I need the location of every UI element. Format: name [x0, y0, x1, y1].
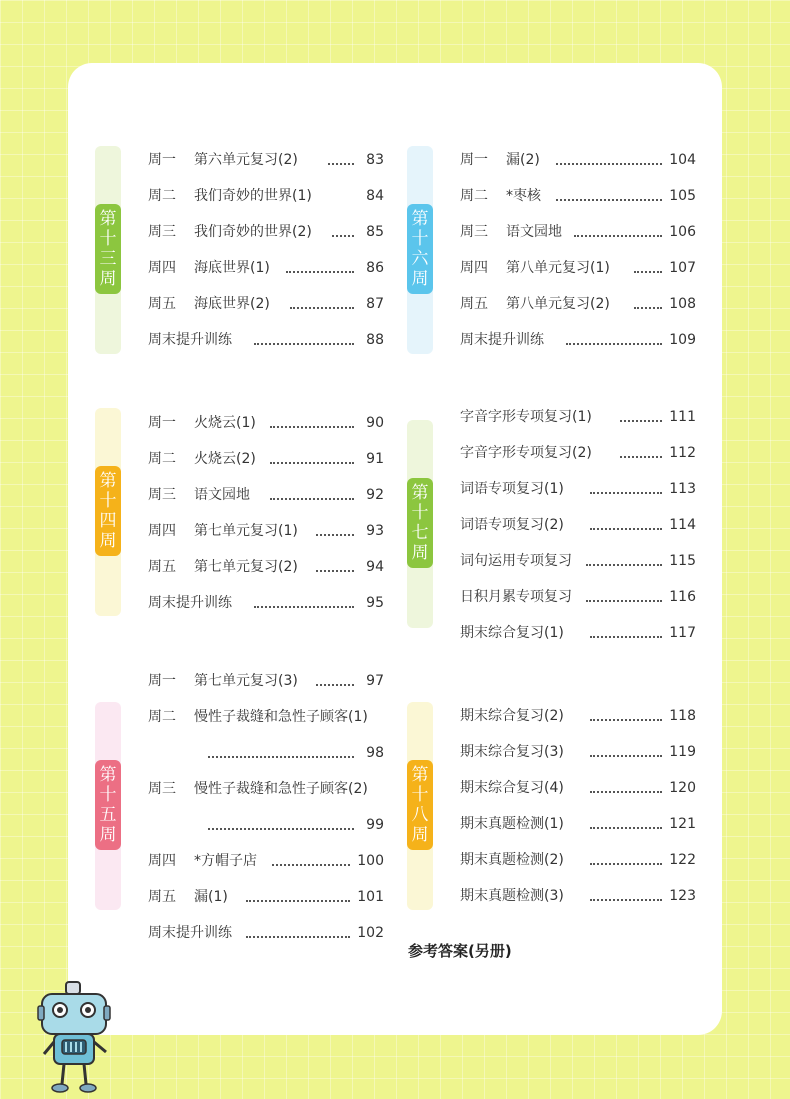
dot-leader [634, 271, 662, 273]
toc-entry[interactable] [460, 615, 696, 651]
week-18-tag-char: 第 [411, 765, 429, 785]
entry-page: 112 [669, 445, 696, 461]
entry-page: 113 [669, 481, 696, 497]
dot-leader [316, 570, 354, 572]
toc-entry[interactable] [460, 250, 696, 286]
dot-leader [574, 235, 662, 237]
dot-leader [316, 534, 354, 536]
week-17-tag-char: 七 [411, 523, 429, 543]
dot-leader [590, 755, 662, 757]
week-17-tag-char: 十 [411, 503, 429, 523]
toc-entry[interactable] [460, 806, 696, 842]
entry-page: 97 [366, 673, 384, 689]
entry-day: 周末提升训练 [148, 925, 232, 941]
dot-leader [590, 528, 662, 530]
entry-page: 86 [366, 260, 384, 276]
toc-entry[interactable] [148, 441, 384, 477]
entry-page: 95 [366, 595, 384, 611]
dot-leader [556, 163, 662, 165]
entry-day: 周一 [460, 152, 488, 168]
entry-page: 102 [357, 925, 384, 941]
entry-day: 周四 [148, 260, 176, 276]
dot-leader [332, 235, 354, 237]
dot-leader [620, 420, 662, 422]
dot-leader [586, 564, 662, 566]
toc-entry[interactable] [460, 734, 696, 770]
entry-title: 火烧云(2) [194, 451, 256, 467]
entry-day: 周四 [460, 260, 488, 276]
week-17-tag-char: 第 [411, 483, 429, 503]
entry-day: 词语专项复习(1) [460, 481, 564, 497]
entry-title: 第八单元复习(2) [506, 296, 610, 312]
toc-entry[interactable] [460, 178, 696, 214]
entry-page: 122 [669, 852, 696, 868]
entry-page: 120 [669, 780, 696, 796]
toc-entry[interactable] [148, 286, 384, 322]
entry-page: 106 [669, 224, 696, 240]
entry-page: 85 [366, 224, 384, 240]
toc-entry[interactable] [148, 843, 384, 879]
dot-leader [270, 462, 354, 464]
week-13-tag [95, 204, 121, 294]
dot-leader [590, 719, 662, 721]
toc-entry[interactable] [148, 699, 384, 735]
toc-entry[interactable] [460, 471, 696, 507]
week-14-tag-char: 十 [99, 491, 117, 511]
toc-entry[interactable] [148, 549, 384, 585]
toc-entry[interactable] [148, 585, 384, 621]
entry-page: 117 [669, 625, 696, 641]
toc-entry[interactable] [460, 214, 696, 250]
entry-day: 周三 [148, 487, 176, 503]
dot-leader [316, 684, 354, 686]
week-16-tag-char: 第 [411, 209, 429, 229]
entry-page: 88 [366, 332, 384, 348]
week-15-tag [95, 760, 121, 850]
toc-entry[interactable] [460, 579, 696, 615]
dot-leader [590, 791, 662, 793]
entry-title: 海底世界(1) [194, 260, 270, 276]
entry-day: 期末真题检测(2) [460, 852, 564, 868]
entry-day: 周三 [148, 224, 176, 240]
toc-entry[interactable] [460, 770, 696, 806]
entry-title: 第七单元复习(2) [194, 559, 298, 575]
entry-day: 期末综合复习(3) [460, 744, 564, 760]
entry-day: 周二 [148, 451, 176, 467]
week-17-tag-char: 周 [411, 543, 429, 563]
week-17-tag [407, 478, 433, 568]
entry-page: 92 [366, 487, 384, 503]
entry-day: 期末综合复习(1) [460, 625, 564, 641]
toc-entry[interactable] [460, 842, 696, 878]
toc-entry[interactable] [460, 698, 696, 734]
dot-leader [590, 492, 662, 494]
entry-page: 118 [669, 708, 696, 724]
entry-page: 115 [669, 553, 696, 569]
entry-page: 100 [357, 853, 384, 869]
entry-title: 火烧云(1) [194, 415, 256, 431]
entry-title: 慢性子裁缝和急性子顾客(2) [194, 781, 368, 797]
week-13-tag-char: 三 [99, 249, 117, 269]
entry-page: 98 [366, 745, 384, 761]
entry-title: 第七单元复习(1) [194, 523, 298, 539]
entry-page: 90 [366, 415, 384, 431]
entry-day: 周二 [148, 188, 176, 204]
entry-title: 第八单元复习(1) [506, 260, 610, 276]
entry-day: 期末真题检测(3) [460, 888, 564, 904]
dot-leader [254, 606, 354, 608]
dot-leader [270, 426, 354, 428]
entry-day: 周四 [148, 523, 176, 539]
toc-entry[interactable] [148, 405, 384, 441]
week-16-tag-char: 周 [411, 269, 429, 289]
entry-day: 周一 [148, 415, 176, 431]
dot-leader [272, 864, 350, 866]
entry-day: 周末提升训练 [148, 595, 232, 611]
entry-day: 期末综合复习(4) [460, 780, 564, 796]
week-15-tag-char: 五 [99, 805, 117, 825]
entry-page: 109 [669, 332, 696, 348]
entry-title: 第六单元复习(2) [194, 152, 298, 168]
entry-day: 周四 [148, 853, 176, 869]
entry-day: 词语专项复习(2) [460, 517, 564, 533]
entry-day: 字音字形专项复习(1) [460, 409, 592, 425]
toc-entry[interactable] [460, 435, 696, 471]
entry-title: *方帽子店 [194, 853, 257, 869]
dot-leader [590, 827, 662, 829]
entry-page: 111 [669, 409, 696, 425]
toc-entry[interactable] [148, 477, 384, 513]
toc-entry[interactable] [148, 879, 384, 915]
week-15-tag-char: 十 [99, 785, 117, 805]
toc-entry[interactable] [148, 735, 384, 771]
entry-title: 海底世界(2) [194, 296, 270, 312]
toc-entry[interactable] [460, 507, 696, 543]
toc-entry[interactable] [148, 322, 384, 358]
entry-page: 123 [669, 888, 696, 904]
dot-leader [208, 828, 354, 830]
entry-page: 93 [366, 523, 384, 539]
dot-leader [246, 900, 350, 902]
entry-page: 105 [669, 188, 696, 204]
dot-leader [246, 936, 350, 938]
dot-leader [270, 498, 354, 500]
week-16-tag [407, 204, 433, 294]
dot-leader [620, 456, 662, 458]
dot-leader [286, 271, 354, 273]
answer-key-note: 参考答案(另册) [408, 942, 512, 960]
dot-leader [566, 343, 662, 345]
toc-entry[interactable] [460, 142, 696, 178]
entry-title: 语文园地 [506, 224, 562, 240]
entry-page: 87 [366, 296, 384, 312]
entry-page: 119 [669, 744, 696, 760]
entry-day: 期末真题检测(1) [460, 816, 564, 832]
entry-day: 周二 [460, 188, 488, 204]
entry-day: 字音字形专项复习(2) [460, 445, 592, 461]
toc-entry[interactable] [460, 322, 696, 358]
dot-leader [290, 307, 354, 309]
entry-title: 我们奇妙的世界(2) [194, 224, 312, 240]
toc-entry[interactable] [148, 663, 384, 699]
week-18-tag-char: 周 [411, 825, 429, 845]
toc-entry[interactable] [148, 771, 384, 807]
week-16-tag-char: 十 [411, 229, 429, 249]
entry-page: 99 [366, 817, 384, 833]
entry-day: 日积月累专项复习 [460, 589, 572, 605]
entry-page: 116 [669, 589, 696, 605]
dot-leader [590, 636, 662, 638]
entry-day: 周末提升训练 [460, 332, 544, 348]
week-18-tag-char: 八 [411, 805, 429, 825]
toc-entry[interactable] [460, 878, 696, 914]
toc-entry[interactable] [148, 214, 384, 250]
entry-page: 84 [366, 188, 384, 204]
entry-day: 词句运用专项复习 [460, 553, 572, 569]
week-13-tag-char: 十 [99, 229, 117, 249]
dot-leader [590, 899, 662, 901]
entry-title: 第七单元复习(3) [194, 673, 298, 689]
entry-page: 83 [366, 152, 384, 168]
week-15-tag-char: 周 [99, 825, 117, 845]
week-16-tag-char: 六 [411, 249, 429, 269]
dot-leader [586, 600, 662, 602]
entry-title: 我们奇妙的世界(1) [194, 188, 312, 204]
dot-leader [328, 163, 354, 165]
entry-day: 周末提升训练 [148, 332, 232, 348]
entry-page: 94 [366, 559, 384, 575]
entry-title: 慢性子裁缝和急性子顾客(1) [194, 709, 368, 725]
entry-page: 104 [669, 152, 696, 168]
toc-entry[interactable] [460, 399, 696, 435]
toc-entry[interactable] [460, 543, 696, 579]
entry-page: 114 [669, 517, 696, 533]
entry-day: 周三 [148, 781, 176, 797]
toc-entry[interactable] [148, 178, 384, 214]
dot-leader [634, 307, 662, 309]
week-18-tag-char: 十 [411, 785, 429, 805]
entry-day: 周一 [148, 673, 176, 689]
week-13-tag-char: 第 [99, 209, 117, 229]
entry-page: 121 [669, 816, 696, 832]
entry-day: 周五 [148, 889, 176, 905]
entry-day: 期末综合复习(2) [460, 708, 564, 724]
week-14-tag-char: 四 [99, 511, 117, 531]
entry-title: 语文园地 [194, 487, 250, 503]
entry-title: *枣核 [506, 188, 541, 204]
entry-page: 91 [366, 451, 384, 467]
entry-title: 漏(2) [506, 152, 540, 168]
robot-mascot-icon [36, 980, 116, 1095]
entry-day: 周五 [148, 296, 176, 312]
entry-day: 周二 [148, 709, 176, 725]
toc-entry[interactable] [148, 513, 384, 549]
week-14-tag-char: 周 [99, 531, 117, 551]
week-14-tag [95, 466, 121, 556]
toc-entry[interactable] [148, 915, 384, 951]
dot-leader [254, 343, 354, 345]
toc-entry[interactable] [148, 142, 384, 178]
toc-entry[interactable] [460, 286, 696, 322]
entry-day: 周五 [148, 559, 176, 575]
entry-day: 周三 [460, 224, 488, 240]
entry-day: 周一 [148, 152, 176, 168]
toc-entry[interactable] [148, 807, 384, 843]
dot-leader [208, 756, 354, 758]
entry-page: 107 [669, 260, 696, 276]
entry-page: 108 [669, 296, 696, 312]
dot-leader [556, 199, 662, 201]
entry-page: 101 [357, 889, 384, 905]
week-14-tag-char: 第 [99, 471, 117, 491]
dot-leader [590, 863, 662, 865]
week-13-tag-char: 周 [99, 269, 117, 289]
week-18-tag [407, 760, 433, 850]
week-15-tag-char: 第 [99, 765, 117, 785]
entry-title: 漏(1) [194, 889, 228, 905]
entry-day: 周五 [460, 296, 488, 312]
toc-entry[interactable] [148, 250, 384, 286]
